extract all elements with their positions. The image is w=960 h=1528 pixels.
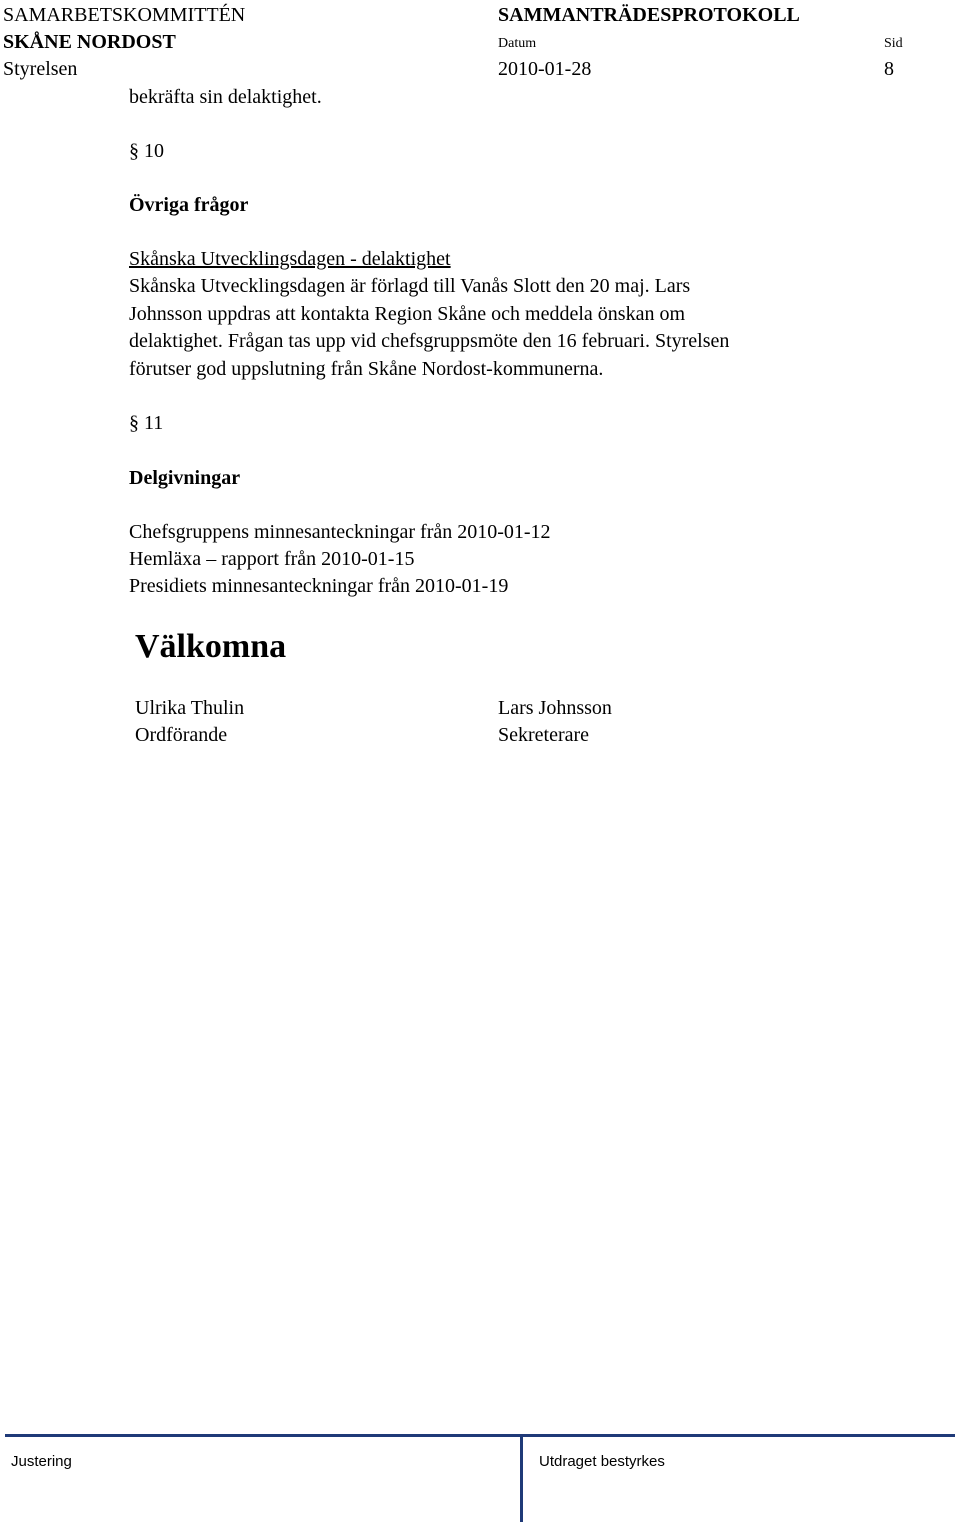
list-item: Hemläxa – rapport från 2010-01-15 — [129, 548, 415, 570]
paragraph-line: Skånska Utvecklingsdagen är förlagd till Vanås Slott den 20 maj. Lars — [129, 275, 691, 297]
signature-left-name: Ulrika Thulin — [135, 697, 245, 719]
footer-utdraget-label: Utdraget bestyrkes — [539, 1453, 665, 1470]
welcome-heading: Välkomna — [135, 628, 287, 665]
footer-justering-label: Justering — [11, 1453, 72, 1470]
signature-right-name: Lars Johnsson — [498, 697, 612, 719]
footer-divider — [5, 1434, 955, 1437]
section-10-subheading: Skånska Utvecklingsdagen - delaktighet — [129, 248, 451, 270]
paragraph-line: Johnsson uppdras att kontakta Region Skåne och meddela önskan om — [129, 302, 686, 325]
section-11-number: § 11 — [129, 412, 164, 434]
section-10-paragraph — [129, 273, 849, 383]
org-name-line2: SKÅNE NORDOST — [3, 31, 176, 53]
section-11-heading: Delgivningar — [129, 467, 241, 489]
list-item: Chefsgruppens minnesanteckningar från 2010-01-12 — [129, 521, 551, 543]
section-10-number: § 10 — [129, 140, 164, 162]
footer-column-divider — [520, 1434, 523, 1522]
paragraph-line: förutser god uppslutning från Skåne Nordost-kommunerna. — [129, 357, 604, 380]
document-title: SAMMANTRÄDESPROTOKOLL — [498, 4, 800, 26]
carryover-text: bekräfta sin delaktighet. — [129, 86, 322, 108]
page-label: Sid — [884, 36, 903, 51]
org-name-line3: Styrelsen — [3, 58, 78, 80]
date-value: 2010-01-28 — [498, 58, 592, 80]
list-item: Presidiets minnesanteckningar från 2010-01-19 — [129, 575, 509, 597]
paragraph-line: delaktighet. Frågan tas upp vid chefsgruppsmöte den 16 februari. Styrelsen — [129, 330, 730, 352]
page-number: 8 — [884, 58, 894, 80]
section-10-heading: Övriga frågor — [129, 194, 249, 216]
date-label: Datum — [498, 36, 537, 51]
signature-right-role: Sekreterare — [498, 724, 590, 746]
signature-left-role: Ordförande — [135, 724, 228, 746]
org-name-line1: SAMARBETSKOMMITTÉN — [3, 4, 246, 26]
